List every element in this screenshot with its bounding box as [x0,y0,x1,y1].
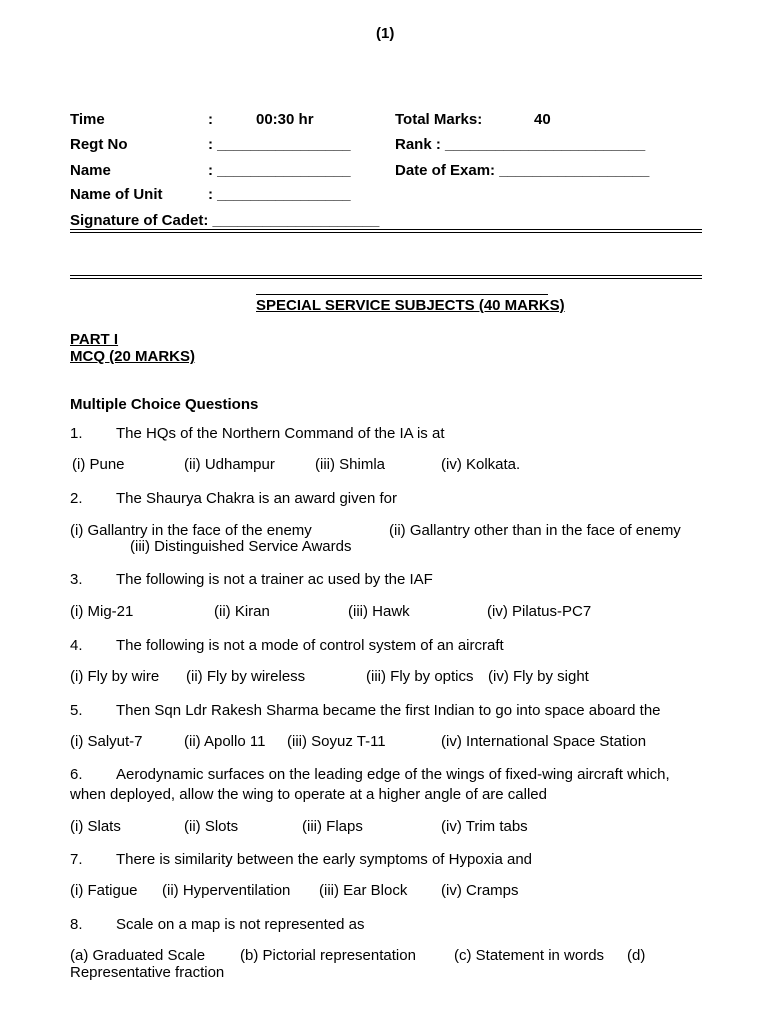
option[interactable]: (ii) Slots [184,818,239,835]
question-text: The Shaurya Chakra is an award given for [116,490,397,507]
question-number: 5. [70,702,83,719]
total-marks-value: 40 [534,111,551,128]
option[interactable]: (iv) Trim tabs [441,818,528,835]
option[interactable]: (iii) Soyuz T-11 [287,733,386,750]
option[interactable]: (iii) Shimla [315,456,386,473]
option[interactable]: (iii) Fly by optics [366,668,474,685]
option[interactable]: (ii) Apollo 11 [184,733,266,750]
signature-field[interactable]: Signature of Cadet: ____________________ [70,212,380,229]
question-number: 3. [70,571,83,588]
section-title-overline [256,294,548,295]
mcq-heading: Multiple Choice Questions [70,396,259,413]
option[interactable]: (d) [627,947,646,964]
option[interactable]: (i) Fly by wire [70,668,160,685]
question-number: 4. [70,637,83,654]
option[interactable]: (iii) Distinguished Service Awards [130,538,352,555]
question-text-continued: when deployed, allow the wing to operate at a higher angle of are called [70,786,547,803]
option[interactable]: (iii) Ear Block [319,882,408,899]
option[interactable]: (i) Slats [70,818,121,835]
question-text: Scale on a map is not represented as [116,916,365,933]
option[interactable]: (iv) Fly by sight [488,668,589,685]
unit-label: Name of Unit [70,186,163,203]
total-marks-label: Total Marks: [395,111,483,128]
regt-no-field[interactable]: : ________________ [208,136,351,153]
option[interactable]: (i) Mig-21 [70,603,134,620]
time-value: 00:30 hr [256,111,314,128]
option[interactable]: (iii) Flaps [302,818,363,835]
part-subtitle: MCQ (20 MARKS) [70,348,196,365]
question-number: 6. [70,766,83,783]
name-label: Name [70,162,111,179]
option-continued: Representative fraction [70,964,225,981]
question-text: The following is not a mode of control system of an aircraft [116,637,504,654]
rank-field[interactable]: Rank : ________________________ [395,136,646,153]
time-colon: : [208,111,213,128]
question-number: 8. [70,916,83,933]
question-number: 7. [70,851,83,868]
option[interactable]: (c) Statement in words [454,947,605,964]
header-divider [70,229,702,233]
section-title: SPECIAL SERVICE SUBJECTS (40 MARKS) [256,297,565,314]
option[interactable]: (i) Salyut-7 [70,733,143,750]
option[interactable]: (i) Gallantry in the face of the enemy [70,522,312,539]
unit-field[interactable]: : ________________ [208,186,351,203]
name-field[interactable]: : ________________ [208,162,351,179]
time-label: Time [70,111,105,128]
regt-no-label: Regt No [70,136,128,153]
option[interactable]: (iii) Hawk [348,603,410,620]
option[interactable]: (ii) Kiran [214,603,270,620]
option[interactable]: (ii) Udhampur [184,456,275,473]
page-number: (1) [376,25,395,42]
question-text: Then Sqn Ldr Rakesh Sharma became the first Indian to go into space aboard the [116,702,661,719]
option[interactable]: (ii) Hyperventilation [162,882,291,899]
question-text: The following is not a trainer ac used by the IAF [116,571,433,588]
option[interactable]: (i) Pune [72,456,125,473]
question-text: Aerodynamic surfaces on the leading edge of the wings of fixed-wing aircraft which, [116,766,670,783]
option[interactable]: (i) Fatigue [70,882,138,899]
section-divider [70,275,702,279]
option[interactable]: (iv) Pilatus-PC7 [487,603,592,620]
option[interactable]: (iv) Kolkata. [441,456,521,473]
option[interactable]: (ii) Gallantry other than in the face of enemy [389,522,681,539]
option[interactable]: (b) Pictorial representation [240,947,416,964]
question-text: The HQs of the Northern Command of the IA is at [116,425,445,442]
option[interactable]: (a) Graduated Scale [70,947,206,964]
part-title: PART I [70,331,119,348]
option[interactable]: (iv) International Space Station [441,733,647,750]
option[interactable]: (ii) Fly by wireless [186,668,306,685]
question-number: 2. [70,490,83,507]
date-of-exam-field[interactable]: Date of Exam: __________________ [395,162,650,179]
option[interactable]: (iv) Cramps [441,882,519,899]
question-text: There is similarity between the early symptoms of Hypoxia and [116,851,533,868]
question-number: 1. [70,425,83,442]
